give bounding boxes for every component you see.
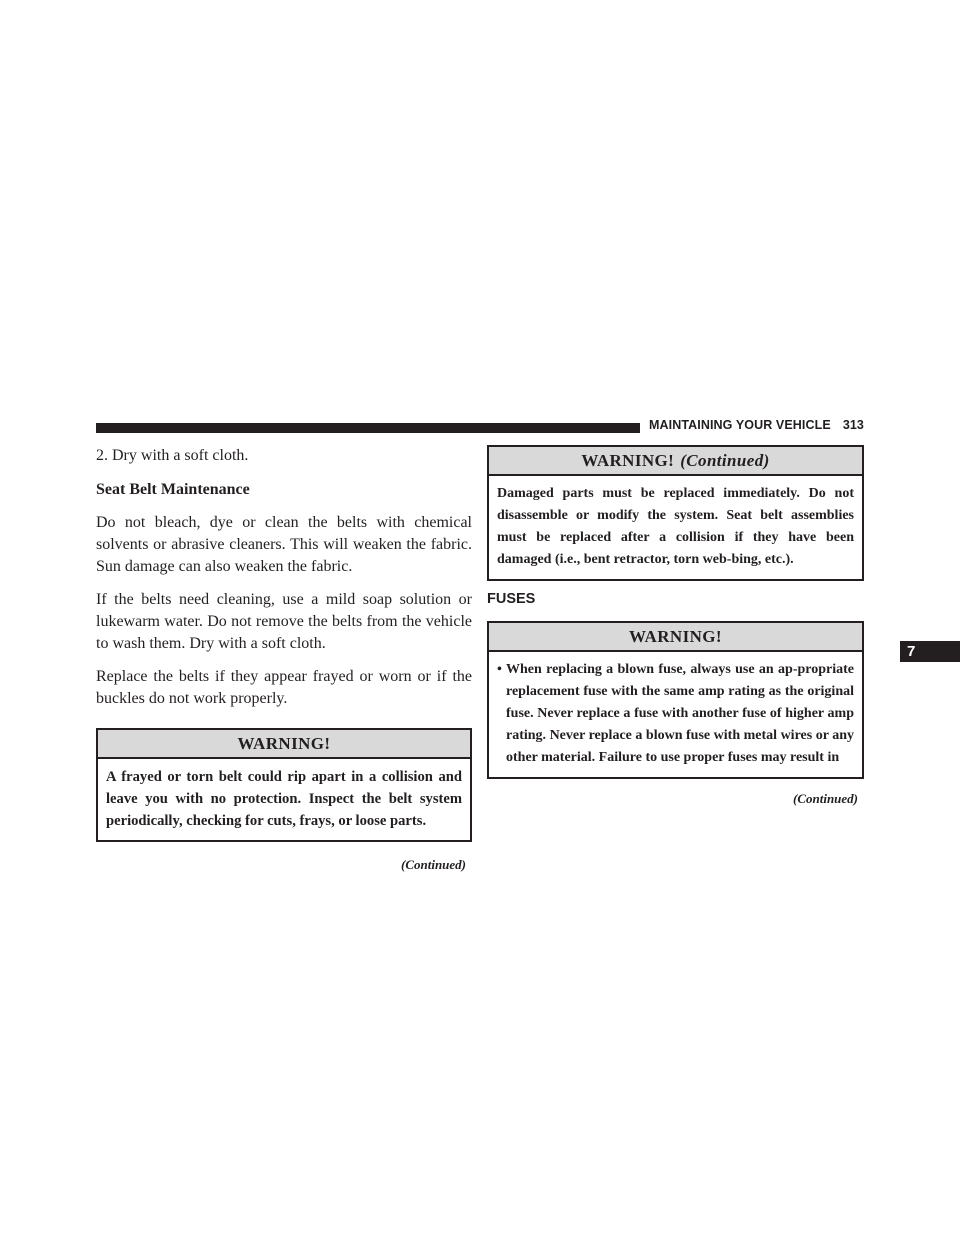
warning-title-continued	[489, 447, 862, 476]
warning-title: WARNING!	[98, 730, 470, 759]
right-column-fuses	[487, 621, 864, 810]
warning-box-continued	[487, 445, 864, 581]
left-column	[96, 445, 472, 876]
bullet-text: When replacing a blown fuse, always use an ap-propriate replacement fuse with the same amp rating as the original fuse. Never replace a fuse with another fuse of higher amp rating. Never replace a blown fuse with metal wires or any other material. Failure to use proper fuses may result in	[506, 662, 854, 765]
section-title-fuses: FUSES	[487, 591, 536, 607]
paragraph: If the belts need cleaning, use a mild soap solution or lukewarm water. Do not remove the belts from the vehicle to wash them. Dry with a soft cloth.	[96, 591, 472, 652]
paragraph: Replace the belts if they appear frayed or worn or if the buckles do not work properly.	[96, 668, 472, 707]
warning-box-fuses	[487, 621, 864, 779]
warning-body: Damaged parts must be replaced immediately. Do not disassemble or modify the system. Seat belt assemblies must be replaced after a collision if they have been damaged (i.e., bent retractor, torn web-bing, etc.).	[497, 486, 854, 567]
bullet-icon: •	[497, 662, 502, 677]
continued-label: (Continued)	[792, 791, 858, 806]
bullet-item	[497, 659, 854, 769]
chapter-tab: 7	[900, 641, 960, 662]
subheading-seat-belt-maintenance: Seat Belt Maintenance	[96, 481, 250, 498]
step-text: 2. Dry with a soft cloth.	[96, 447, 249, 464]
warning-title: WARNING!	[489, 623, 862, 652]
header-rule	[96, 423, 640, 433]
header-title: MAINTAINING YOUR VEHICLE	[649, 418, 831, 432]
warning-title: WARNING!	[581, 451, 675, 470]
paragraph: Do not bleach, dye or clean the belts with chemical solvents or abrasive cleaners. This will weaken the fabric. Sun damage can also weaken the fabric.	[96, 514, 472, 575]
warning-box	[96, 728, 472, 842]
warning-body	[489, 652, 862, 777]
warning-body: A frayed or torn belt could rip apart in a collision and leave you with no protection. Inspect the belt system periodically, checking for cuts, frays, or loose parts.	[106, 769, 462, 829]
warning-subtitle: (Continued)	[680, 451, 770, 470]
running-header	[649, 418, 864, 432]
page-number: 313	[842, 418, 864, 432]
continued-label: (Continued)	[400, 857, 466, 872]
right-column	[487, 445, 864, 581]
